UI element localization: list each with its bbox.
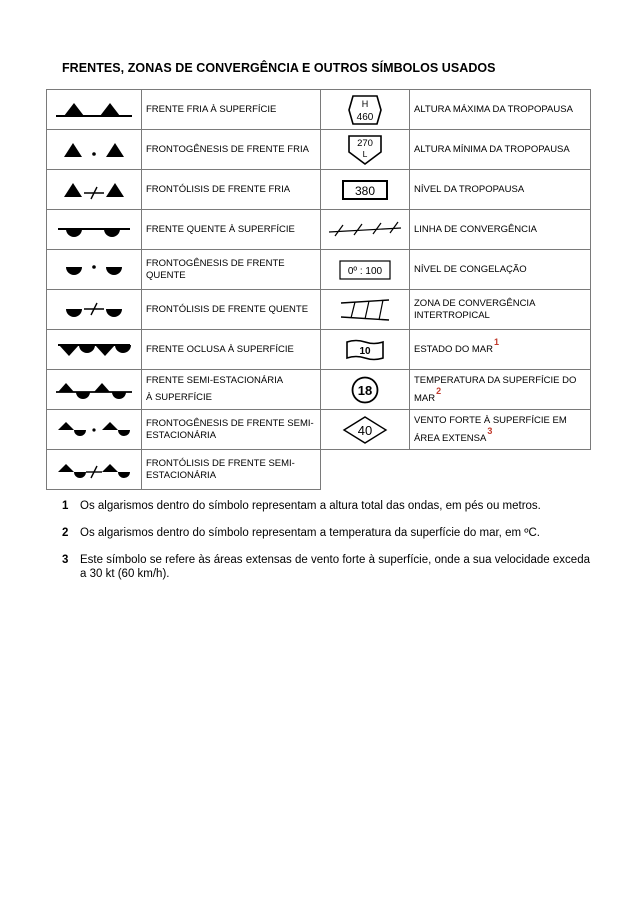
stationary-frontogenesis-icon (47, 410, 142, 450)
itcz-icon (321, 290, 410, 330)
legend-label-text: ESTADO DO MAR (414, 344, 493, 355)
footnote-item (62, 553, 590, 581)
footnote-ref: 1 (494, 337, 500, 347)
legend-label-line: VENTO FORTE À SUPERFÍCIE EM (414, 414, 567, 426)
legend-label: NÍVEL DE CONGELAÇÃO (410, 250, 591, 290)
footnote-item (62, 499, 590, 513)
footnote-text: Este símbolo se refere às áreas extensas de vento forte à superfície, onde a sua velocidade exceda a 30 kt (60 km/h). (80, 554, 590, 580)
freezing-level-value: 0º : 100 (347, 265, 383, 277)
tropopause-level-icon (321, 170, 410, 210)
table-row (47, 210, 591, 250)
footnote-text: Os algarismos dentro do símbolo representam a altura total das ondas, em pés ou metros. (80, 500, 541, 512)
tropopause-max-letter: H (361, 98, 369, 109)
occluded-front-icon (47, 330, 142, 370)
tropopause-min-icon (321, 130, 410, 170)
freezing-level-icon (321, 250, 410, 290)
table-row (47, 450, 591, 490)
table-row (47, 250, 591, 290)
legend-label (410, 370, 591, 410)
cold-frontolysis-icon (47, 170, 142, 210)
legend-label: FRONTÓLISIS DE FRENTE FRIA (142, 170, 321, 210)
stationary-front-icon (47, 370, 142, 410)
table-row (47, 170, 591, 210)
table-row (47, 130, 591, 170)
sea-temperature-value: 18 (357, 382, 373, 398)
legend-label-line: MAR (414, 392, 436, 404)
tropopause-level-value: 380 (354, 183, 376, 198)
table-row (47, 370, 591, 410)
table-row (47, 410, 591, 450)
footnote-ref: 2 (436, 385, 442, 396)
symbols-table (46, 89, 591, 490)
warm-frontogenesis-icon (47, 250, 142, 290)
sea-state-value: 10 (359, 345, 371, 357)
legend-label: FRENTE FRIA À SUPERFÍCIE (142, 90, 321, 130)
empty-cell (321, 450, 591, 490)
table-row (47, 290, 591, 330)
sea-state-icon (321, 330, 410, 370)
legend-label: FRONTOGÊNESIS DE FRENTE SEMI-ESTACIONÁRIA (142, 410, 321, 450)
legend-label: FRONTOGÊNESIS DE FRENTE FRIA (142, 130, 321, 170)
sea-temperature-icon (321, 370, 410, 410)
legend-label: FRONTÓLISIS DE FRENTE QUENTE (142, 290, 321, 330)
legend-label (142, 370, 321, 410)
cold-frontogenesis-icon (47, 130, 142, 170)
tropopause-min-letter: L (362, 148, 368, 159)
legend-label: LINHA DE CONVERGÊNCIA (410, 210, 591, 250)
footnote-item (62, 526, 590, 540)
legend-label-line: FRENTE SEMI-ESTACIONÁRIA (146, 375, 284, 386)
cold-front-surface-icon (47, 90, 142, 130)
tropopause-max-value: 460 (356, 111, 374, 123)
footnote-number: 1 (62, 500, 69, 512)
footnote-text: Os algarismos dentro do símbolo representam a temperatura da superfície do mar, em ºC. (80, 527, 540, 539)
legend-label: FRONTOGÊNESIS DE FRENTE QUENTE (142, 250, 321, 290)
legend-label: FRENTE QUENTE À SUPERFÍCIE (142, 210, 321, 250)
table-row (47, 90, 591, 130)
footnote-number: 2 (62, 527, 69, 539)
footnote-number: 3 (62, 554, 69, 566)
legend-label: ZONA DE CONVERGÊNCIA INTERTROPICAL (410, 290, 591, 330)
table-row (47, 330, 591, 370)
stationary-frontolysis-icon (47, 450, 142, 490)
strong-wind-value: 40 (357, 422, 373, 438)
warm-frontolysis-icon (47, 290, 142, 330)
legend-label: NÍVEL DA TROPOPAUSA (410, 170, 591, 210)
legend-label-line: À SUPERFÍCIE (146, 392, 212, 403)
legend-label: ALTURA MÁXIMA DA TROPOPAUSA (410, 90, 591, 130)
tropopause-min-value: 270 (357, 137, 373, 149)
convergence-line-icon (321, 210, 410, 250)
footnote-ref: 3 (487, 425, 493, 436)
legend-label-line: TEMPERATURA DA SUPERFÍCIE DO (414, 374, 577, 386)
legend-label (410, 330, 591, 370)
legend-label: FRENTE OCLUSA À SUPERFÍCIE (142, 330, 321, 370)
page-title: FRENTES, ZONAS DE CONVERGÊNCIA E OUTROS SÍMBOLOS USADOS (62, 61, 496, 75)
legend-label: FRONTÓLISIS DE FRENTE SEMI-ESTACIONÁRIA (142, 450, 321, 490)
legend-label: ALTURA MÍNIMA DA TROPOPAUSA (410, 130, 591, 170)
tropopause-max-icon (321, 90, 410, 130)
legend-label-line: ÁREA EXTENSA (414, 432, 487, 444)
warm-front-surface-icon (47, 210, 142, 250)
legend-label (410, 410, 591, 450)
strong-wind-area-icon (321, 410, 410, 450)
footnotes (62, 499, 590, 594)
